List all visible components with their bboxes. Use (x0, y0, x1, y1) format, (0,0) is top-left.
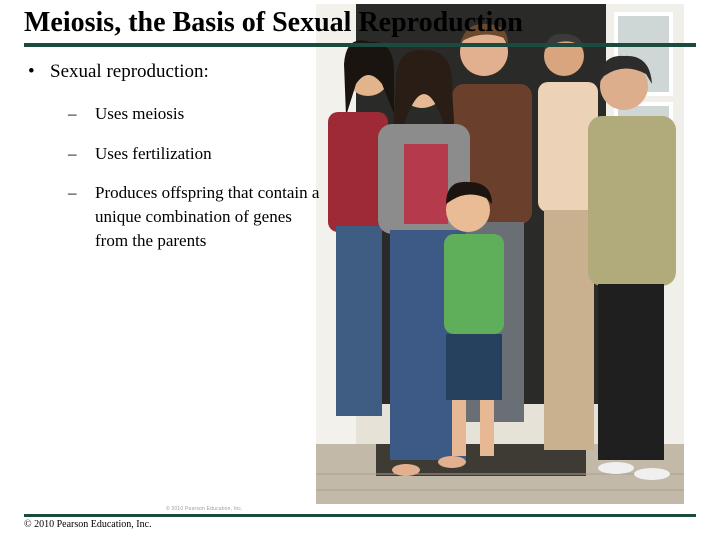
slide-title: Meiosis, the Basis of Sexual Reproduction (24, 7, 523, 38)
dash-marker: – (68, 104, 77, 123)
dash-marker: – (68, 144, 77, 163)
bullet-marker: • (28, 61, 35, 82)
title-divider (24, 43, 696, 47)
footer-divider (24, 514, 696, 517)
main-bullet-text: Sexual reproduction: (50, 61, 209, 82)
family-photo (316, 4, 684, 504)
dash-marker: – (68, 183, 77, 202)
sub-bullet-text: Produces offspring that contain a unique combination of genes from the parents (95, 183, 320, 250)
photo-credit: © 2010 Pearson Education, Inc. (166, 506, 243, 512)
sub-bullet-text: Uses fertilization (95, 144, 212, 163)
copyright-footer: © 2010 Pearson Education, Inc. (24, 519, 152, 530)
sub-bullet-text: Uses meiosis (95, 104, 185, 123)
